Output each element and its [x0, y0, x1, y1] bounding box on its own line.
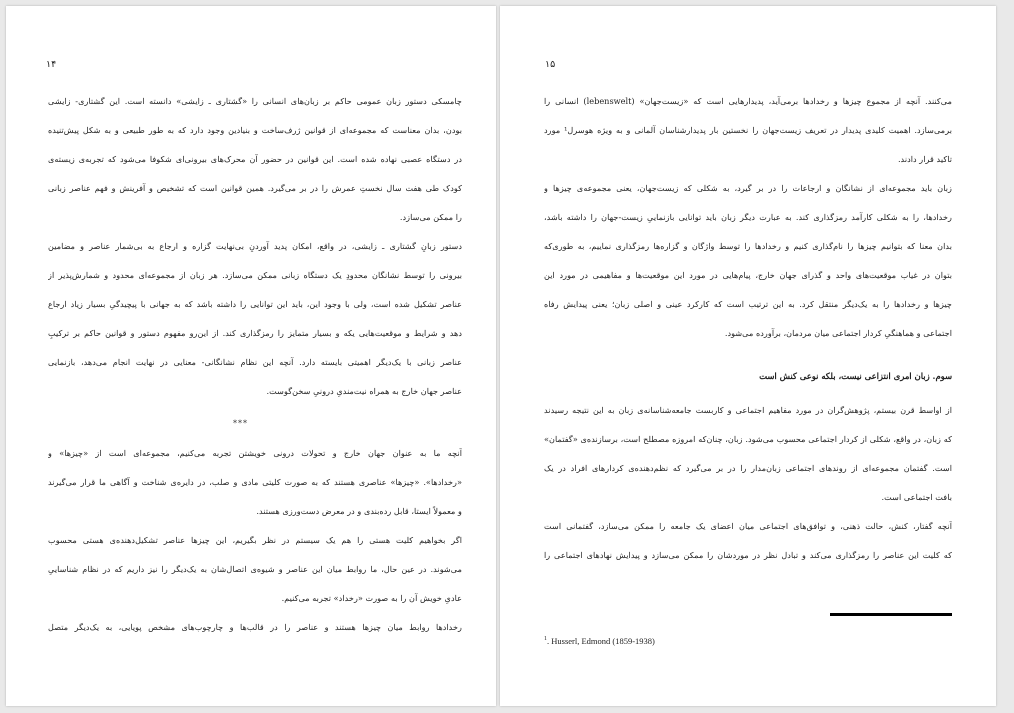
text-line: عناصر جهان خارج به همراه نیت‌مندیِ درونیِ سخن‌گوست. — [266, 386, 462, 396]
page-number: ۱۴ — [46, 59, 57, 70]
text-line: عناصر زبانی با یک‌دیگر اهمیتی بایسته دارد. آنچه این نظام نشانگانی- معنایی در نهایت انجام می‌دهد، بازنمایی — [48, 357, 462, 367]
text-line: رخدادها، را به شکلی کارآمد رمزگذاری کند. به عبارت دیگر زبان باید توانایی بازنماییِ زیست-جهان را داشته باشد، — [544, 212, 952, 222]
text-line: اجتماعی و هماهنگیِ کردار اجتماعی میان مردمان، برآورده می‌شود. — [724, 328, 952, 338]
text-line: است. گفتمان مجموعه‌ای از روندهای اجتماعی زبان‌مدار را در بر می‌گیرد که نظم‌دهنده‌ی کردارهای افراد در یک — [544, 463, 952, 473]
text-line: رخدادها روابط میان چیزها هستند و عناصر را در قالب‌ها و چارچوب‌های مشخص پویایی، به یک‌دیگر متصل — [48, 622, 462, 632]
text-line: که زبان، در واقع، شکلی از کردار اجتماعی محسوب می‌شود. زبان، چنان‌که امروزه مصطلح است، برسازنده‌ی «گفتمان» — [544, 434, 952, 444]
text-line: می‌شوند. در عین حال، ما روابط میان این عناصر و شیوه‌ی اتصال‌شان به یک‌دیگر را نیز داریم که در نظام شناساییِ — [48, 564, 462, 574]
text-line: را ممکن می‌سازد. — [399, 212, 462, 222]
text-line: چیزها و رخدادها را به یک‌دیگر منتقل کرد. به این ترتیب است که کارکرد عینی و اصلی زبان؛ یعنی پیدایش رفاه — [544, 299, 952, 309]
footnote — [544, 636, 655, 646]
text-line: می‌کنند. آنچه از مجموع چیزها و رخدادها برمی‌آید، پدیدارهایی است که «زیست‌جهان» (lebenswelt) انسانی را — [544, 96, 952, 106]
text-line: آنچه گفتار، کنش، حالت ذهنی، و توافق‌های اجتماعی میان اعضای یک جامعه را ممکن می‌سازد، گفتمانی است — [544, 521, 952, 531]
text-line: که کلیت این عناصر را رمزگذاری می‌کند و تبادل نظر در موردشان را ممکن می‌سازد و پیدایش نهادهای اجتماعی را — [544, 550, 952, 560]
text-line: برمی‌سازد. اهمیت کلیدی پدیدار در تعریف زیست‌جهان را نخستین بار پدیدارشناسان آلمانی و به ویژه هوسرل¹ مورد — [544, 125, 952, 135]
text-line: دستور زبانِ گشتاری ـ زایشی، در واقع، امکان پدید آوردنِ بی‌نهایت گزاره و ارجاع به بی‌شمار عناصر و مضامین — [48, 241, 462, 251]
text-line: عادیِ خویش آن را به صورت «رخداد» تجربه می‌کنیم. — [281, 593, 462, 603]
footnote-rule — [830, 613, 952, 616]
text-line: اگر بخواهیم کلیت هستی را هم یک سیستم در نظر بگیریم، این چیزها عناصر تشکیل‌دهنده‌ی هستی محسوب — [48, 535, 462, 545]
footnote-marker: 1 — [544, 636, 547, 643]
text-line: بودن، بدان معناست که مجموعه‌ای از قوانین ژرف‌ساخت و بنیادین وجود دارد که به طور طبیعی و به شکل پیش‌تنیده — [48, 125, 462, 135]
text-line: بدان معنا که بتوانیم چیزها را نام‌گذاری کنیم و رخدادها را توسط واژگان و گزاره‌ها رمزگذاری نماییم، به طوری‌که — [544, 241, 952, 251]
left-page — [6, 6, 496, 706]
text-line: کودک طی هفت سال نخستِ عمرش را در بر می‌گیرد. همین قوانین است که تشخیص و آفرینش و فهم عناصر زبانی — [48, 183, 462, 193]
text-line: آنچه ما به عنوان جهان خارج و تحولات درونی خویشتن تجربه می‌کنیم، مجموعه‌ای است از «چیزها» و — [48, 448, 462, 458]
text-line: در دستگاه عصبی نهاده شده است. این قوانین در حضور آن محرک‌های بیرونی‌ای شکوفا می‌شود که تجربه‌ی زیسته‌ی — [48, 154, 462, 164]
text-line: زبان باید مجموعه‌ای از نشانگان و ارجاعات را در بر گیرد، به شکلی که زیست‌جهان، یعنی مجموعه‌ی چیزها و — [544, 183, 952, 193]
text-line: بیرونی را توسط نشانگان محدودِ یک دستگاه زبانی ممکن می‌سازد. هر زبان از مجموعه‌ای محدود و شمارش‌پذیر از — [48, 270, 462, 280]
text-line: بتوان در غیاب موقعیت‌های واحد و گذرای جهان خارج، پیام‌هایی در مورد این موقعیت‌ها و مفاهیمی در مورد این — [544, 270, 952, 280]
right-page — [500, 6, 996, 706]
text-line: و معمولاً ایستا، قابل رده‌بندی و در معرض دست‌ورزی هستند. — [256, 506, 462, 516]
footnote-text: . Husserl, Edmond (1859-1938) — [547, 636, 655, 646]
section-separator: *** — [233, 419, 248, 428]
text-line: دهد و شرایط و موقعیت‌هایی یکه و بسیار متمایز را رمزگذاری کند. از این‌رو مفهوم دستور و قوانین حاکم بر ترکیبِ — [48, 328, 462, 338]
text-line: «رخدادها». «چیزها» عناصری هستند که به صورت کلیتی مادی و صلب، در دایره‌ی شناخت و آگاهی ما قرار می‌گیرند — [48, 477, 462, 487]
text-line: از اواسط قرن بیستم، پژوهش‌گران در مورد مفاهیم اجتماعی و کاربست جامعه‌شناسانه‌ی زبان به این نتیجه رسیدند — [544, 405, 952, 415]
text-line: بافت اجتماعی است. — [881, 492, 952, 502]
text-line: چامسکی دستور زبان عمومی حاکم بر زبان‌های انسانی را «گشتاری ـ زایشی» دانسته است. این گشتاری- زایشی — [48, 96, 462, 106]
text-line: عناصر تشکیل شده است، ولی با وجود این، باید این توانایی را داشته باشد که به جهانی با پیچیدگیِ بسیار زیاد ارجاع — [48, 299, 462, 309]
section-heading: سوم. زبان امری انتزاعی نیست، بلکه نوعی کنش است — [759, 371, 952, 381]
text-line: تاکید قرار دادند. — [897, 154, 952, 164]
page-number: ۱۵ — [545, 59, 556, 70]
